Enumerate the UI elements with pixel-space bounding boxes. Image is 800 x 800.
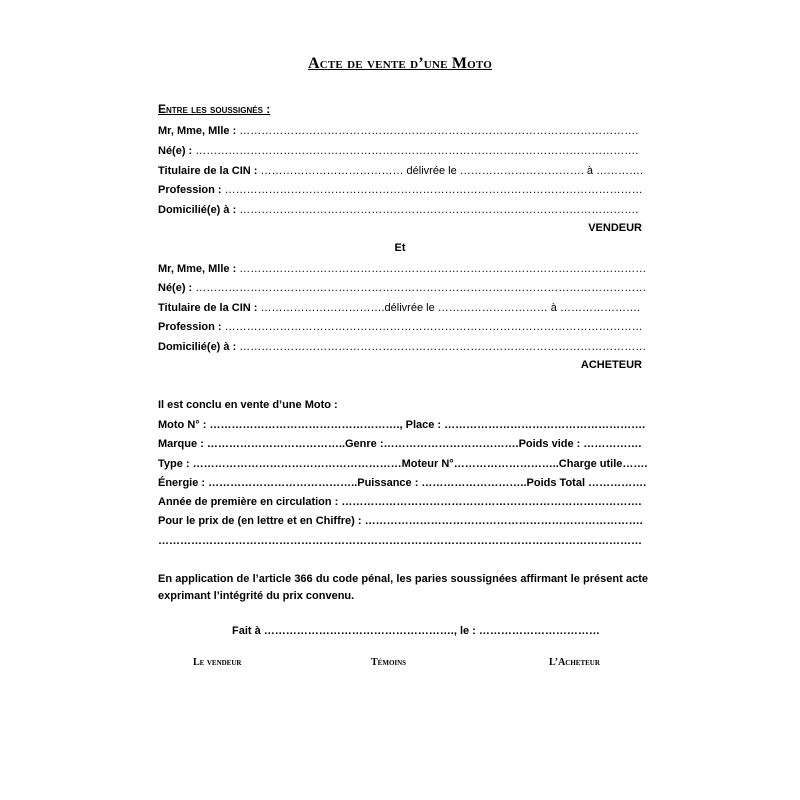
acheteur-domicile-field[interactable] [158, 340, 646, 354]
field-label: Né(e) : [158, 282, 193, 294]
vendeur-cin-field[interactable] [158, 164, 643, 178]
signature-temoins: Témoins [371, 657, 407, 668]
field-dots: ………………………………………………………………………………………………. [236, 125, 639, 137]
vendeur-name-field[interactable] [158, 124, 638, 138]
field-label: Domicilié(e) à : [158, 204, 237, 216]
vendeur-label: VENDEUR [588, 222, 642, 234]
moto-intro: Il est conclu en vente d’une Moto : [158, 399, 338, 411]
field-label: Profession : [158, 321, 222, 333]
acheteur-label: ACHETEUR [580, 359, 642, 371]
moto-marque-field[interactable]: Marque : ………………………………..Genre :……………………………….Poids vide : ……………. [158, 438, 642, 450]
field-label: Mr, Mme, Mlle : [158, 125, 237, 137]
moto-energie-field[interactable]: Énergie : …………………………………..Puissance : ………………………..Poids Total ……………. [158, 477, 647, 489]
section-heading: Entre les soussignés : [158, 102, 271, 116]
field-label: Profession : [158, 184, 222, 196]
document-title: Acte de vente d’une Moto [307, 55, 492, 72]
moto-number-field[interactable]: Moto N° : ……………………………………………., Place : ………………………………………………. [158, 419, 646, 431]
acheteur-profession-field[interactable] [158, 320, 643, 334]
field-dots: ………………………………………………………………………………………………… [236, 263, 647, 275]
field-dots: ………………………………………………………………………………………………… [236, 341, 647, 353]
field-dots: …………………………………………………………………………………………………… [221, 321, 643, 333]
vendeur-profession-field[interactable] [158, 183, 643, 197]
moto-prix-field[interactable]: Pour le prix de (en lettre et en Chiffre) : …………………………………………………………………. [158, 515, 643, 527]
vendeur-domicile-field[interactable] [158, 203, 638, 217]
field-dots: ………………………………… délivrée le ……………………………. à …………. [257, 165, 644, 177]
field-label: Domicilié(e) à : [158, 341, 237, 353]
field-label: Né(e) : [158, 145, 193, 157]
fait-a-line[interactable]: Fait à ……………………………………………., le : …………………………… [232, 625, 600, 637]
field-label: Titulaire de la CIN : [158, 302, 258, 314]
signature-vendeur: Le vendeur [193, 657, 242, 668]
field-dots: ………………………………………………………………………………………………. [236, 204, 639, 216]
signature-acheteur: L’Acheteur [549, 657, 600, 668]
moto-annee-field[interactable]: Année de première en circulation : ………………………………………………………………………. [158, 496, 642, 508]
field-dots: …………………………………………………………………………………………………………. [192, 145, 639, 157]
vendeur-birth-field[interactable] [158, 144, 638, 158]
field-dots: …………………………….délivrée le ………………………… à …………………. [257, 302, 641, 314]
field-dots: …………………………………………………………………………………………………… [221, 184, 643, 196]
field-dots: …………………………………………………………………………………………………………… [192, 282, 647, 294]
moto-prix-continuation[interactable]: …………………………………………………………………………………………………………………… [158, 535, 642, 547]
moto-type-field[interactable]: Type : …………………………………………………Moteur N°………………………..Charge utile……. [158, 458, 648, 470]
acheteur-birth-field[interactable] [158, 281, 646, 295]
acheteur-cin-field[interactable] [158, 301, 640, 315]
legal-paragraph: En application de l’article 366 du code pénal, les paries soussignées affirmant le présent acte exprimant l’intégrité du prix convenu. [158, 573, 648, 602]
field-label: Mr, Mme, Mlle : [158, 263, 237, 275]
acheteur-name-field[interactable] [158, 262, 646, 276]
field-label: Titulaire de la CIN : [158, 165, 258, 177]
et-label: Et [394, 242, 406, 254]
